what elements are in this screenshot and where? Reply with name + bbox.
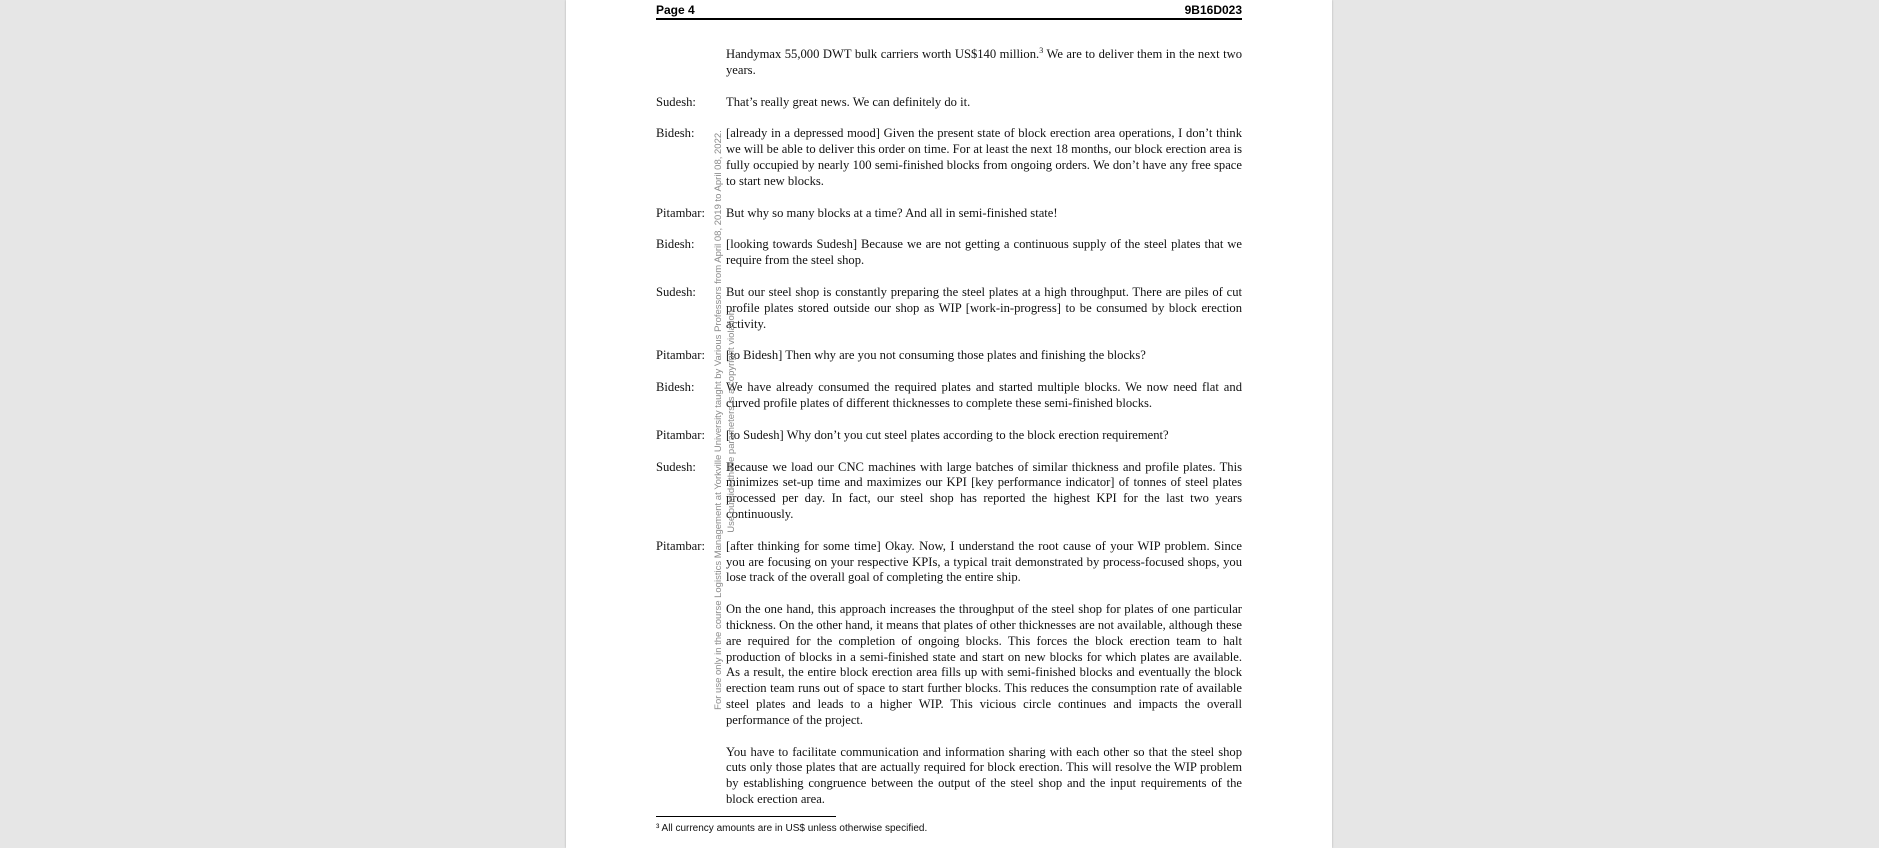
document-page <box>566 0 1332 848</box>
dialogue-text: [looking towards Sudesh] Because we are not getting a continuous supply of the steel plates that we require from the steel shop. <box>726 237 1242 268</box>
dialogue-text: But our steel shop is constantly preparing the steel plates at a high throughput. There are piles of cut profile plates stored outside our shop as WIP [work-in-progress] to be consumed by block erection activity. <box>726 284 1242 331</box>
speaker-name: Pitambar: <box>656 427 705 442</box>
dialogue-text: You have to facilitate communication and information sharing with each other so that the steel shop cuts only those plates that are actually required for block erection. This will resolve the WIP problem by establishing congruence between the output of the steel shop and the input requirements of the block erection area. <box>726 744 1242 806</box>
dialogue-text: [after thinking for some time] Okay. Now, I understand the root cause of your WIP problem. Since you are focusing on your respective KPIs, a typical trait demonstrated by process-focused shops, you lose track of the overall goal of completing the entire ship. <box>726 538 1242 585</box>
watermark-line-2: Use outside these parameters is a copyright violation. <box>726 307 737 533</box>
dialogue-text: But why so many blocks at a time? And all in semi-finished state! <box>726 205 1058 220</box>
dialogue-text: [already in a depressed mood] Given the present state of block erection area operations, I don’t think we will be able to deliver this order on time. For at least the next 18 months, our block erection area is fully occupied by nearly 100 semi-finished blocks from ongoing orders. We don’t have any free space to start new blocks. <box>726 126 1242 188</box>
speaker-name: Sudesh: <box>656 94 696 109</box>
dialogue-entry <box>656 745 1242 808</box>
speaker-name: Pitambar: <box>656 538 705 553</box>
intro-paragraph <box>656 47 1242 79</box>
page-header <box>656 2 1242 20</box>
speaker-name: Bidesh: <box>656 237 695 252</box>
dialogue-text: We have already consumed the required plates and started multiple blocks. We now need flat and curved profile plates of different thicknesses to complete these semi-finished blocks. <box>726 380 1242 410</box>
watermark-line-1: For use only in the course Logistics Management at Yorkville University taught by Various Professors from April 08, 2019 to April 08, 2022. <box>713 130 724 710</box>
speaker-name: Pitambar: <box>656 205 705 220</box>
dialogue-text: [to Sudesh] Why don’t you cut steel plates according to the block erection requirement? <box>726 427 1169 442</box>
footnote: ³ All currency amounts are in US$ unless otherwise specified. <box>656 823 928 834</box>
speaker-name: Sudesh: <box>656 284 696 299</box>
intro-text: Handymax 55,000 DWT bulk carriers worth US$140 million. <box>726 47 1040 61</box>
footnote-ref: 3 <box>1039 45 1044 55</box>
dialogue-text: On the one hand, this approach increases the throughput of the steel shop for plates of one particular thickness. On the other hand, it means that plates of other thicknesses are not available, although these are required for the completion of ongoing blocks. This forces the block erection team to halt production of blocks in a semi-finished state and start on new blocks for which plates are available. As a result, the entire block erection area fills up with semi-finished blocks and eventually the block erection team runs out of space to start further blocks. This reduces the consumption rate of available steel plates and leads to a higher WIP. This vicious circle continues and impacts the overall performance of the project. <box>726 602 1242 727</box>
dialogue-text: [to Bidesh] Then why are you not consuming those plates and finishing the blocks? <box>726 348 1146 363</box>
page-number: Page 4 <box>656 3 695 17</box>
case-code: 9B16D023 <box>1184 3 1242 17</box>
copyright-watermark <box>712 100 752 740</box>
speaker-name: Sudesh: <box>656 459 696 474</box>
speaker-name: Pitambar: <box>656 348 705 363</box>
speaker-name: Bidesh: <box>656 126 695 141</box>
dialogue-text: That’s really great news. We can definitely do it. <box>726 94 971 109</box>
intro-text-continued: We are to deliver them in the next two years. <box>726 47 1242 77</box>
dialogue-text: Because we load our CNC machines with large batches of similar thickness and profile plates. This minimizes set-up time and maximizes our KPI [key performance indicator] of tonnes of steel plates processed per day. In fact, our steel shop has reported the highest KPI for the last two years continuously. <box>726 459 1242 521</box>
footnote-divider <box>656 816 836 817</box>
speaker-name: Bidesh: <box>656 380 695 395</box>
